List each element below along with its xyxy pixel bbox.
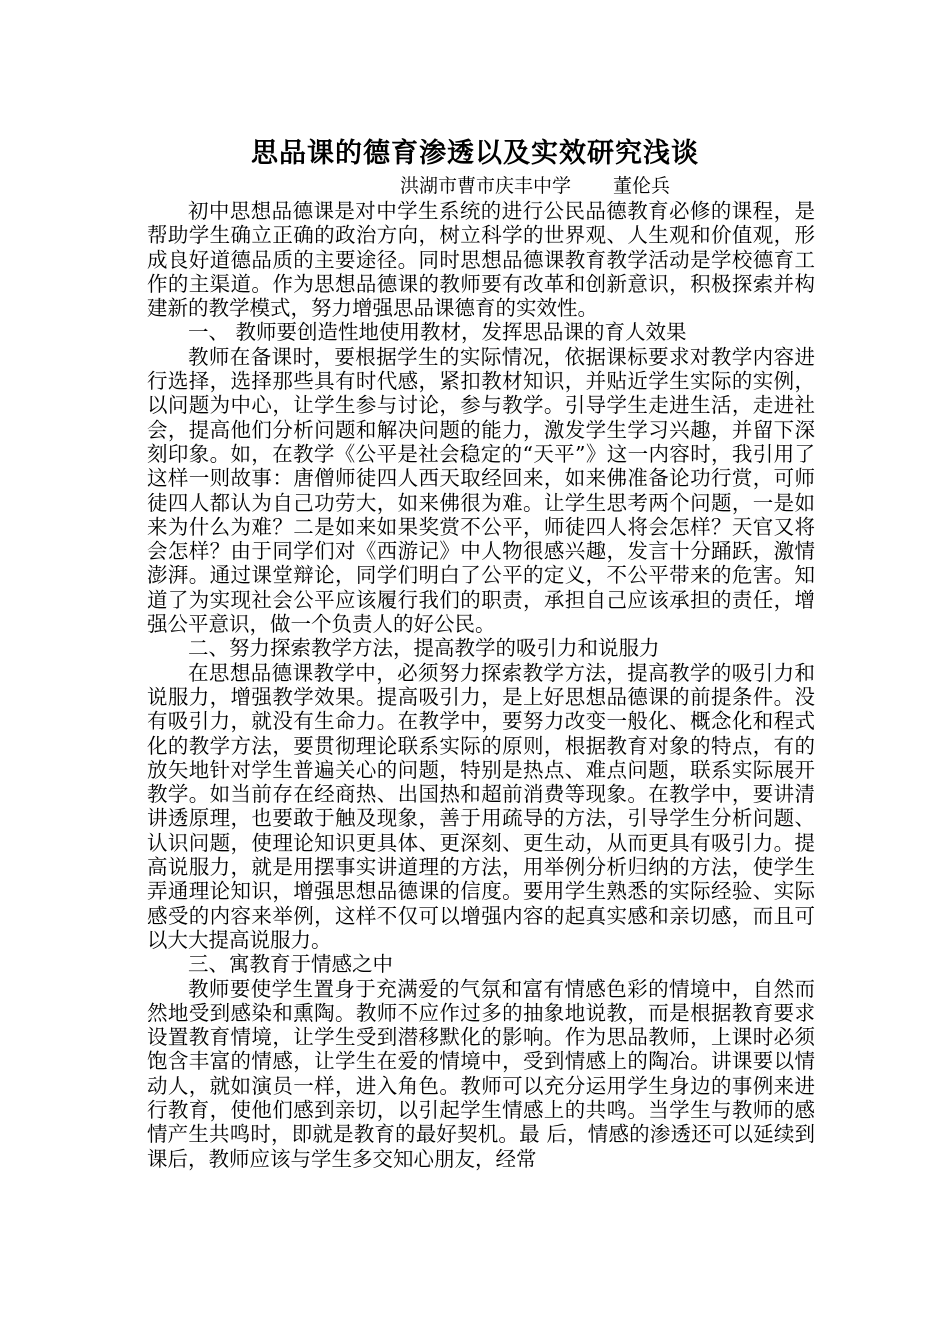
section-heading: 三、寓教育于情感之中 [188,952,393,977]
author-name: 董伦兵 [613,175,671,197]
section-heading: 二、努力探索教学方法，提高教学的吸引力和说服力 [188,636,660,661]
paragraph: 在思想品德课教学中，必须努力探索教学方法，提高教学的吸引力和说服力，增强教学效果。提高吸引力，是上好思想品德课的前提条件。没有吸引力，就没有生命力。在教学中，要努力改变一般化、概念化和程式化的教学方法，要贯彻理论联系实际的原则，根据教育对象的特点，有的放矢地针对学生普遍关心的问题，特别是热点、难点问题，联系实际展开教学。如当前存在经商热、出国热和超前消费等现象。在教学中，要讲清讲透原理，也要敢于触及现象，善于用疏导的方法，引导学生分析问题、认识问题，使理论知识更具体、更深刻、更生动，从而更具有吸引力。提高说服力，就是用摆事实讲道理的方法，用举例分析归纳的方法，使学生弄通理论知识，增强思想品德课的信度。要用学生熟悉的实际经验、实际感受的内容来举例，这样不仅可以增强内容的起真实感和亲切感，而且可以大大提高说服力。 [147,660,815,952]
byline [400,173,670,199]
paragraph: 初中思想品德课是对中学生系统的进行公民品德教育必修的课程，是帮助学生确立正确的政治方向，树立科学的世界观、人生观和价值观，形成良好道德品质的主要途径。同时思想品德课教育教学活动是学校德育工作的主渠道。作为思想品德课的教师要有改革和创新意识，积极探索并构建新的教学模式，努力增强思品课德育的实效性。 [147,199,815,321]
document-title: 思品课的德育渗透以及实效研究浅谈 [251,138,699,169]
document-body [147,199,815,1171]
school-name: 洪湖市曹市庆丰中学 [400,175,572,197]
section-heading: 一、 教师要创造性地使用教材，发挥思品课的育人效果 [188,320,687,345]
paragraph: 教师要使学生置身于充满爱的气氛和富有情感色彩的情境中，自然而然地受到感染和熏陶。教师不应作过多的抽象地说教，而是根据教育要求设置教育情境，让学生受到潜移默化的影响。作为思品教师，上课时必须饱含丰富的情感，让学生在爱的情境中，受到情感上的陶冶。讲课要以情动人，就如演员一样，进入角色。教师可以充分运用学生身边的事例来进行教育，使他们感到亲切，以引起学生情感上的共鸣。当学生与教师的感情产生共鸣时，即就是教育的最好契机。最 后，情感的渗透还可以延续到课后，教师应该与学生多交知心朋友，经常 [147,976,815,1171]
paragraph: 教师在备课时，要根据学生的实际情况，依据课标要求对教学内容进行选择，选择那些具有时代感，紧扣教材知识，并贴近学生实际的实例，以问题为中心，让学生参与讨论，参与教学。引导学生走进生活，走进社会，提高他们分析问题和解决问题的能力，激发学生学习兴趣，并留下深刻印象。如，在教学《公平是社会稳定的“天平”》这一内容时，我引用了这样一则故事：唐僧师徒四人西天取经回来，如来佛准备论功行赏，可师徒四人都认为自己功劳大，如来佛很为难。让学生思考两个问题，一是如来为什么为难？二是如来如果奖赏不公平，师徒四人将会怎样？天官又将会怎样？由于同学们对《西游记》中人物很感兴趣，发言十分踊跃，激情澎湃。通过课堂辩论，同学们明白了公平的定义，不公平带来的危害。知道了为实现社会公平应该履行我们的职责，承担自己应该承担的责任，增强公平意识，做一个负责人的好公民。 [147,344,815,637]
